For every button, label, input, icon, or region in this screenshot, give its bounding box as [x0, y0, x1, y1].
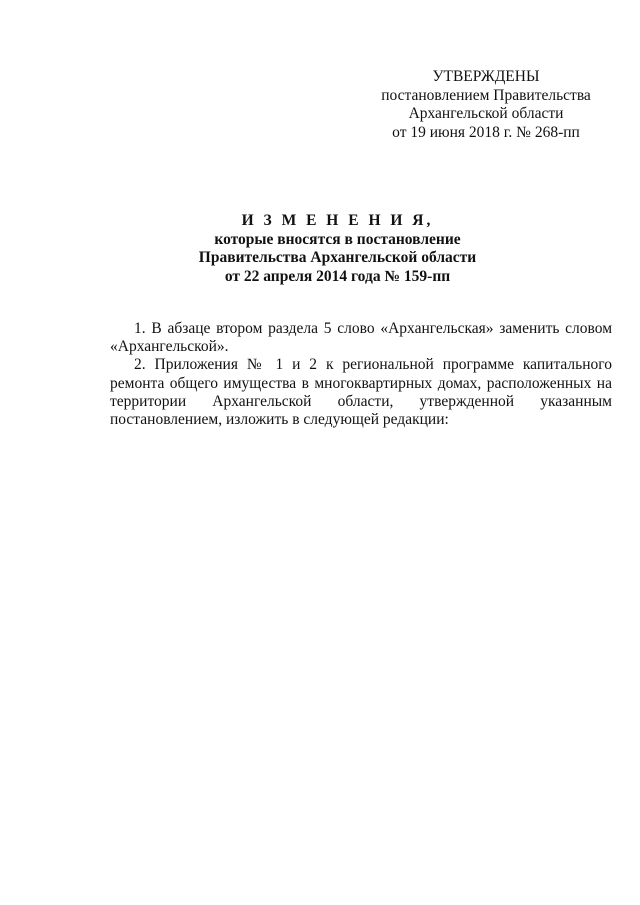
approval-date: от 19 июня 2018 г. № 268-пп — [392, 123, 580, 141]
heading-subtitle: которые вносятся в постановление — [214, 230, 461, 248]
paragraph-2: 2. Приложения № 1 и 2 к региональной программе капитального ремонта общего имущества в многоквартирных домах, расположенных на территории Архангельской области, утвержденной указанным постановлением, изложить в следующей редакции: — [110, 356, 612, 429]
approval-region: Архангельской области — [408, 105, 564, 122]
approval-issuer: постановлением Правительства — [381, 86, 591, 104]
paragraph-1: 1. В абзаце втором раздела 5 слово «Архангельская» заменить словом «Архангельской». — [110, 320, 612, 356]
heading-government: Правительства Архангельской области — [198, 249, 477, 266]
document-heading — [60, 212, 615, 286]
heading-reference-date: от 22 апреля 2014 года № 159-пп — [224, 267, 451, 285]
document-body — [110, 320, 612, 429]
approval-block — [366, 68, 606, 142]
approval-title: УТВЕРЖДЕНЫ — [432, 68, 540, 85]
heading-title: И З М Е Н Е Н И Я, — [241, 212, 434, 229]
